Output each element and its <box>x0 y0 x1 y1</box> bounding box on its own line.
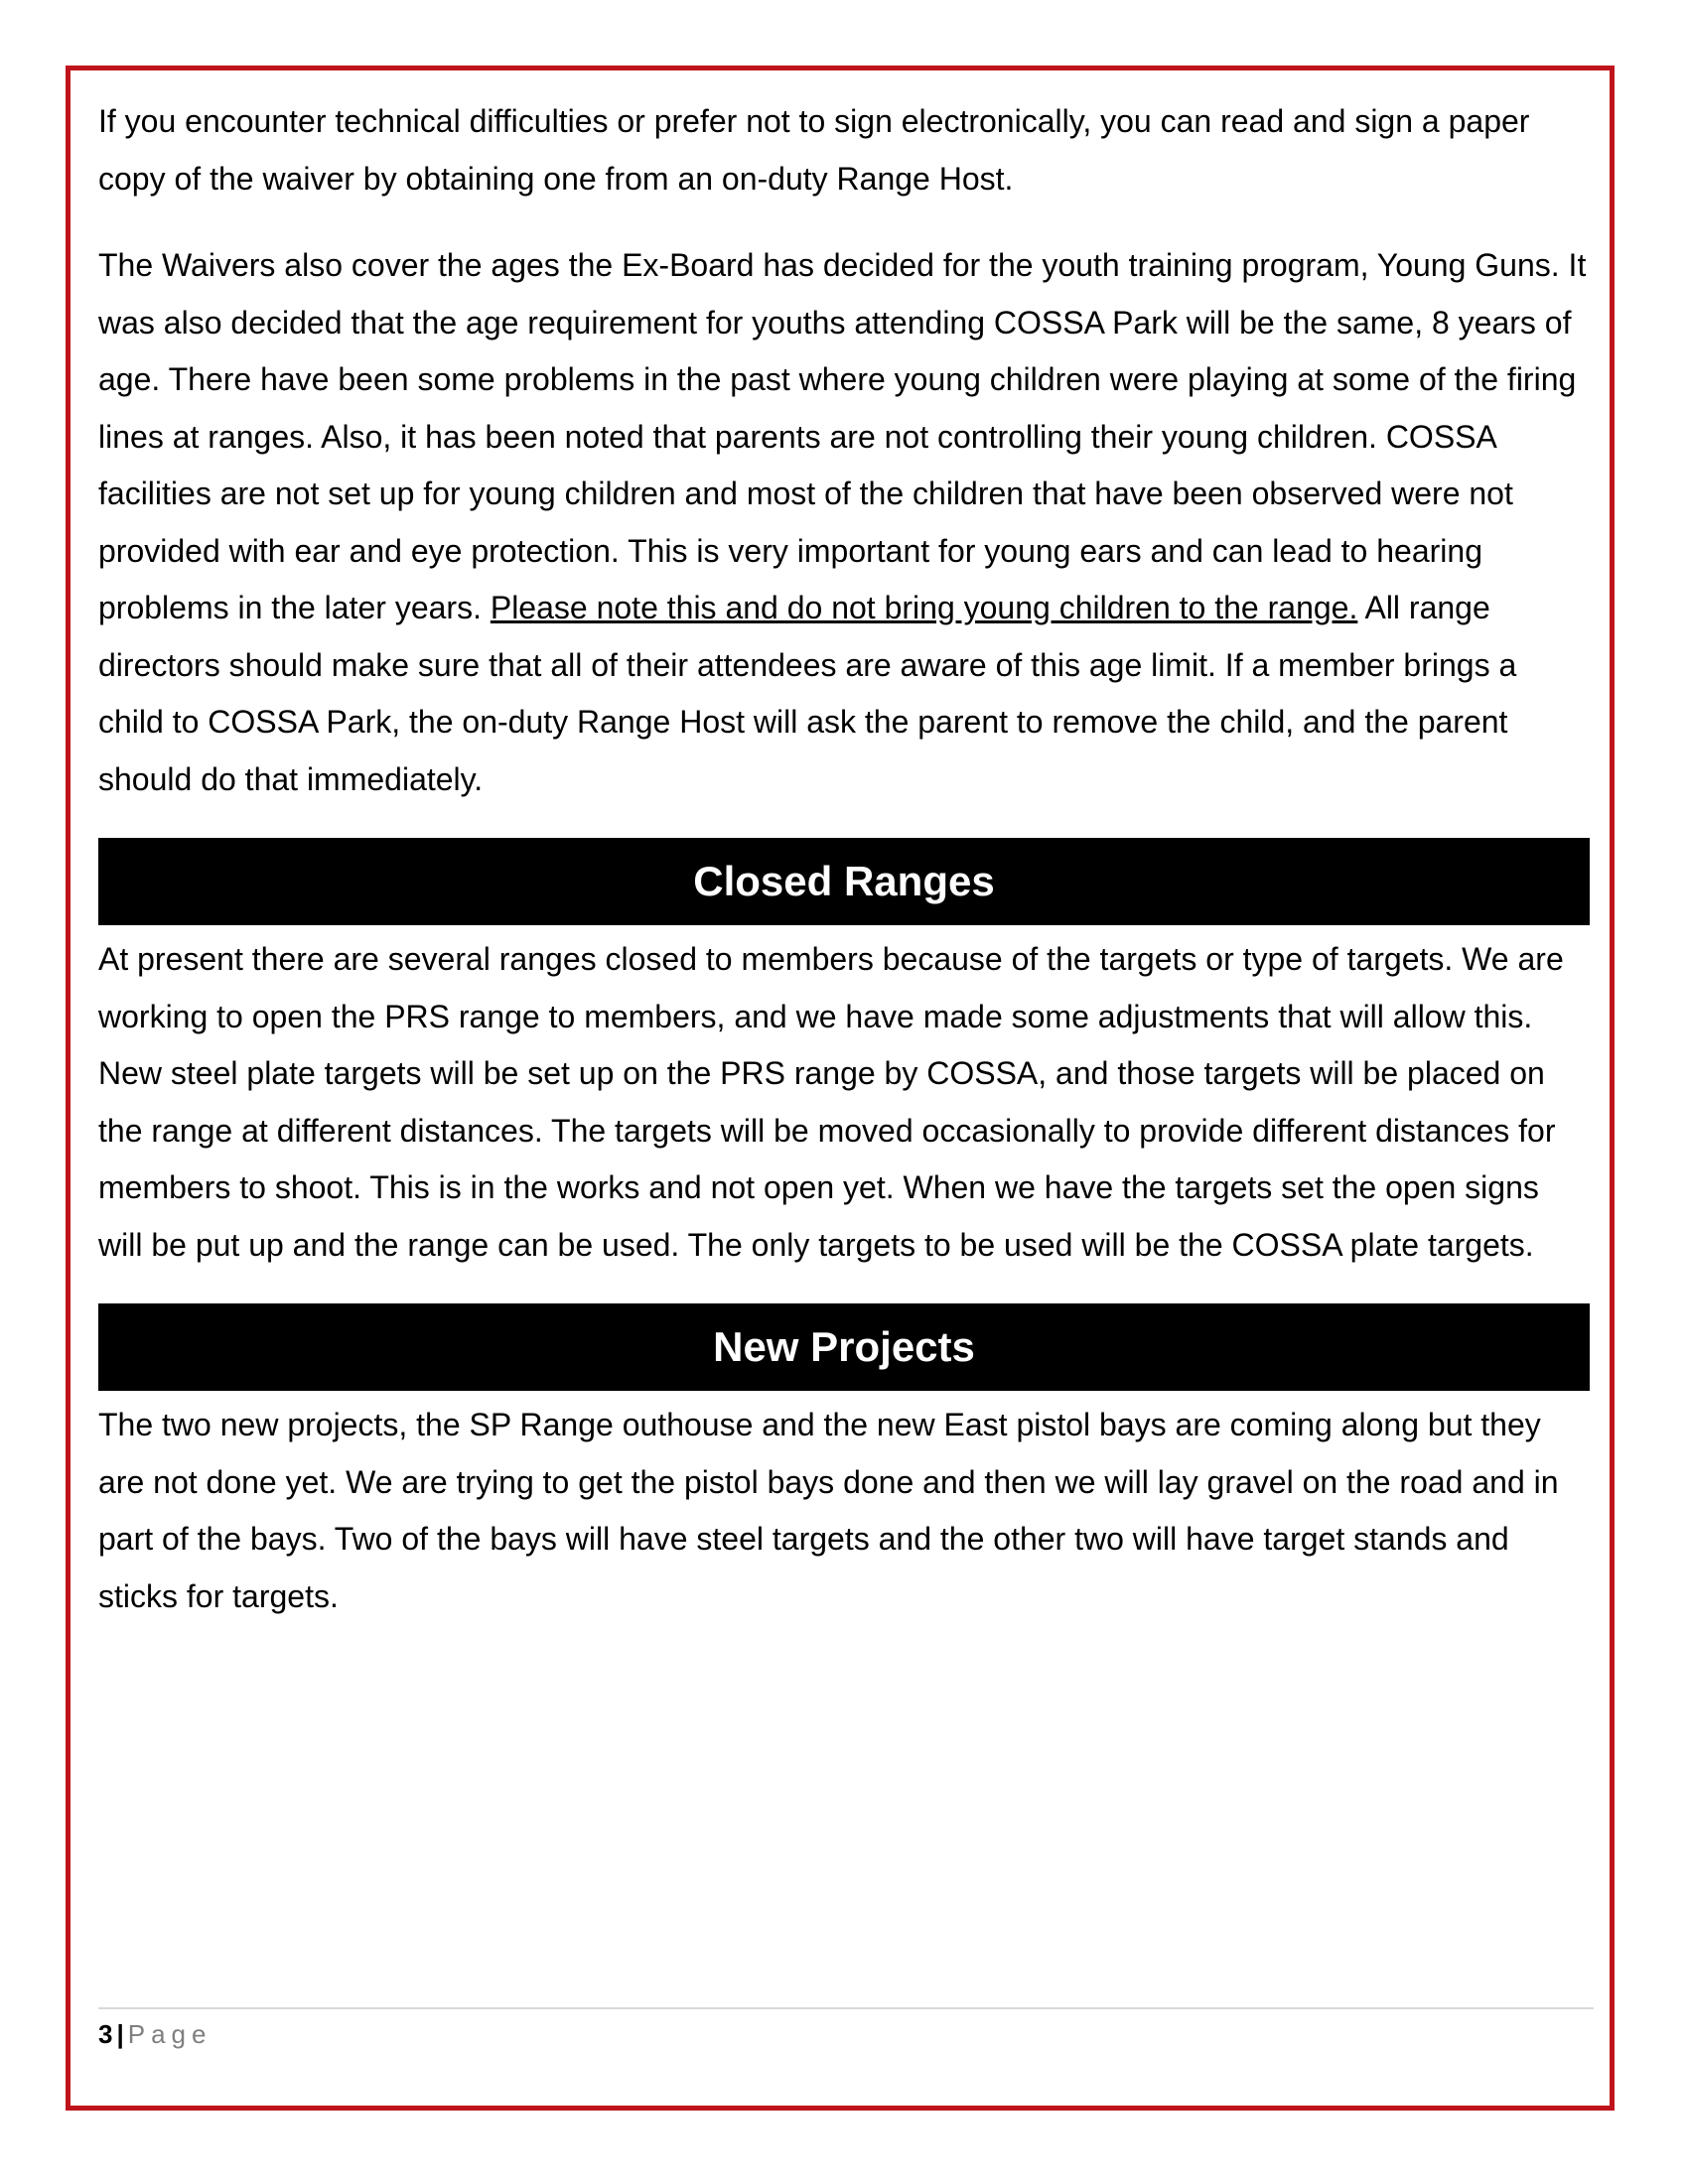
page-label: Page <box>127 2019 212 2049</box>
underlined-notice: Please note this and do not bring young children to the range. <box>490 590 1358 625</box>
age-requirement-text-end: All range directors should make sure that all of their attendees are aware of this age limit. If a member brings a child to COSSA Park, the on-duty Range Host will ask the parent to remove the child, and the parent should do that immediately. <box>98 590 1517 797</box>
age-requirement-text: The Waivers also cover the ages the Ex-Board has decided for the youth training program, Young Guns. It was also decided that the age requirement for youths attending COSSA Park will be the same, 8 years of age. There have been some problems in the past where young children were playing at some of the firing lines at ranges. Also, it has been noted that parents are not controlling their young children. COSSA facilities are not set up for young children and most of the children that have been observed were not provided with ear and eye protection. This is very important for young ears and can lead to hearing problems in the later years. <box>98 247 1587 625</box>
footer-separator: | <box>116 2019 124 2049</box>
waiver-paper-copy-paragraph: If you encounter technical difficulties or prefer not to sign electronically, you can read and sign a paper copy of the waiver by obtaining one from an on-duty Range Host. <box>98 103 1530 197</box>
new-projects-heading: New Projects <box>98 1303 1590 1391</box>
closed-ranges-paragraph: At present there are several ranges closed to members because of the targets or type of targets. We are working to open the PRS range to members, and we have made some adjustments that will allow this. New steel plate targets will be set up on the PRS range by COSSA, and those targets will be placed on the range at different distances. The targets will be moved occasionally to provide different distances for members to shoot. This is in the works and not open yet. When we have the targets set the open signs will be put up and the range can be used. The only targets to be used will be the COSSA plate targets. <box>98 941 1564 1263</box>
age-requirement-paragraph <box>98 237 1590 808</box>
page-content <box>98 93 1590 1655</box>
closed-ranges-heading: Closed Ranges <box>98 838 1590 925</box>
page-footer <box>98 2007 1594 2050</box>
page-number: 3 <box>98 2019 113 2049</box>
new-projects-paragraph: The two new projects, the SP Range outhouse and the new East pistol bays are coming along but they are not done yet. We are trying to get the pistol bays done and then we will lay gravel on the road and in part of the bays. Two of the bays will have steel targets and the other two will have target stands and sticks for targets. <box>98 1407 1559 1614</box>
